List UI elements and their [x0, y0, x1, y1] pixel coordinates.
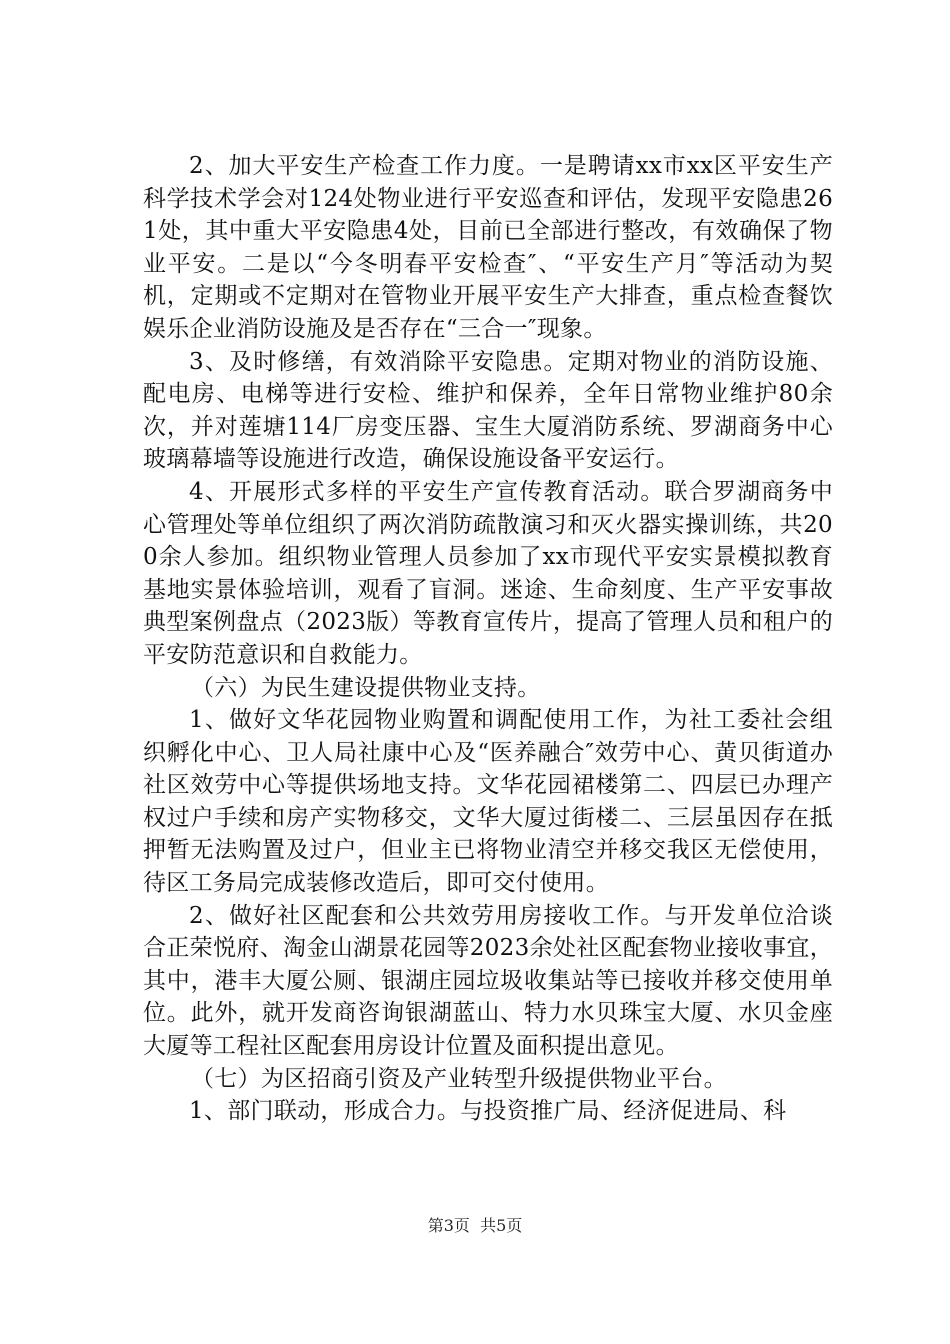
paragraph-timely-repair: 3、及时修缮，有效消除平安隐患。定期对物业的消防设施、配电房、电梯等进行安检、维护和保养，全年日常物业维护80余次，并对莲塘114厂房变压器、宝生大厦消防系统、罗湖商务中心玻璃幕墙等设施进行改造，确保设施设备平安运行。: [143, 348, 833, 473]
page-footer: [0, 1216, 950, 1236]
document-body: [143, 150, 833, 1128]
paragraph-wenhua-garden: 1、做好文华花园物业购置和调配使用工作，为社工委社会组织孵化中心、卫人局社康中心及“医养融合″效劳中心、黄贝街道办社区效劳中心等提供场地支持。文华花园裙楼第二、四层已办理产权过户手续和房产实物移交，文华大厦过街楼二、三层虽因存在抵押暂无法购置及过户，但业主已将物业清空并移交我区无偿使用，待区工务局完成装修改造后，即可交付使用。: [143, 707, 833, 897]
page-total: 共5页: [480, 1216, 523, 1235]
paragraph-department-linkage: 1、部门联动，形成合力。与投资推广局、经济促进局、科: [189, 1098, 787, 1125]
paragraph-safety-inspection: 2、加大平安生产检查工作力度。一是聘请xx市xx区平安生产科学技术学会对124处物业进行平安巡查和评估，发现平安隐患261处，其中重大平安隐患4处，目前已全部进行整改，有效确保了物业平安。二是以“今冬明春平安检查″、“平安生产月″等活动为契机，定期或不定期对在管物业开展平安生产大排查，重点检查餐饮娱乐企业消防设施及是否存在“三合一″现象。: [143, 153, 833, 342]
section-heading-six: （六）为民生建设提供物业支持。: [191, 674, 541, 701]
paragraph-community-facilities: 2、做好社区配套和公共效劳用房接收工作。与开发单位洽谈合正荣悦府、淘金山湖景花园等2023余处社区配套物业接收事宜，其中，港丰大厦公厕、银湖庄园垃圾收集站等已接收并移交使用单位。此外，就开发商咨询银湖蓝山、特力水贝珠宝大厦、水贝金座大厦等工程社区配套用房设计位置及面积提出意见。: [143, 902, 833, 1060]
paragraph-safety-education: 4、开展形式多样的平安生产宣传教育活动。联合罗湖商务中心管理处等单位组织了两次消防疏散演习和灭火器实操训练，共200余人参加。组织物业管理人员参加了xx市现代平安实景模拟教育基地实景体验培训，观看了盲洞。迷途、生命刻度、生产平安事故典型案例盘点（2023版）等教育宣传片，提高了管理人员和租户的平安防范意识和自救能力。: [143, 478, 833, 668]
page-number: 第3页: [427, 1216, 470, 1235]
section-heading-seven: （七）为区招商引资及产业转型升级提供物业平台。: [191, 1065, 727, 1092]
